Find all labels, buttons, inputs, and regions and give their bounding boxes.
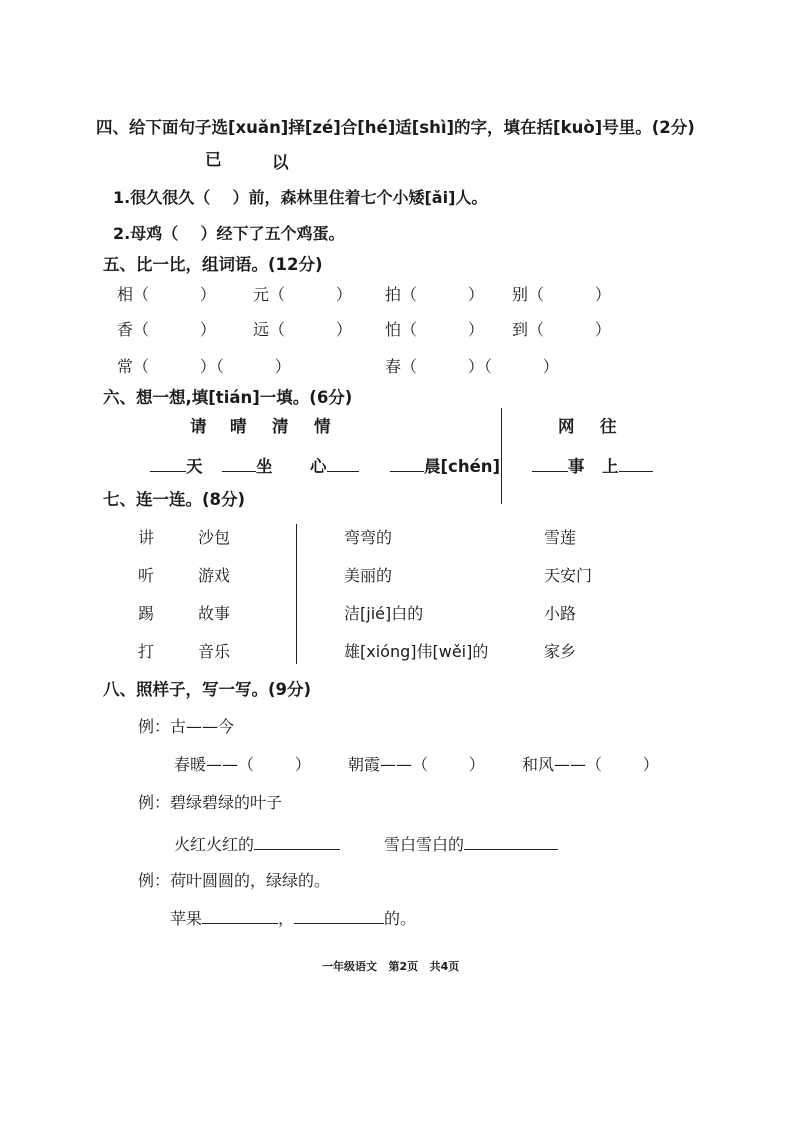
q8-ex1-item-2: 朝霞——（ ） <box>348 755 485 774</box>
q4-item-1: 1.很久很久（ ）前，森林里住着七个小矮[ǎi]人。 <box>113 188 488 207</box>
q8-example-2: 例：碧绿碧绿的叶子 <box>138 793 283 812</box>
q4-choice-1: 已 <box>205 150 222 169</box>
q7-place-4: 家乡 <box>544 642 577 661</box>
section-7-title: 七、连一连。(8分) <box>103 490 246 509</box>
q6-blank-zuo: 坐 <box>222 455 273 477</box>
q7-verb-1: 讲 <box>138 528 155 547</box>
q5-row1-4: 别（ ） <box>512 285 611 304</box>
q7-place-2: 天安门 <box>544 566 593 585</box>
q6-blank-shang: 上 <box>602 455 653 477</box>
q6-blank-shi: 事 <box>532 455 585 477</box>
page-footer: 一年级语文 第2页 共4页 <box>322 960 460 973</box>
q7-verb-2: 听 <box>138 566 155 585</box>
q5-row2-4: 到（ ） <box>512 320 611 339</box>
q8-ex2-item-2: 雪白雪白的 <box>384 833 558 855</box>
q5-row3-1: 常（ ）（ ） <box>117 357 291 376</box>
q7-verb-4: 打 <box>138 642 155 661</box>
q6-blank-xin: 心 <box>310 455 359 477</box>
q7-noun-3: 故事 <box>198 604 231 623</box>
q7-adj-3: 洁[jié]白的 <box>344 604 424 623</box>
section-6-title: 六、想一想,填[tián]一填。(6分) <box>103 388 353 407</box>
q5-row1-1: 相（ ） <box>117 285 216 304</box>
q6-blank-tian: 天 <box>150 455 203 477</box>
q8-ex1-item-1: 春暖——（ ） <box>174 755 311 774</box>
q7-place-3: 小路 <box>544 604 577 623</box>
q4-choice-2: 以 <box>272 153 289 172</box>
q7-verb-3: 踢 <box>138 604 155 623</box>
q7-adj-4: 雄[xióng]伟[wěi]的 <box>344 642 489 661</box>
section-5-title: 五、比一比，组词语。(12分) <box>103 255 323 274</box>
q5-row1-2: 元（ ） <box>253 285 352 304</box>
q5-row2-1: 香（ ） <box>117 320 216 339</box>
q6-choice-wang1: 网 <box>558 417 575 436</box>
q8-ex1-item-3: 和风——（ ） <box>522 755 659 774</box>
q7-place-1: 雪莲 <box>544 528 577 547</box>
q4-item-2: 2.母鸡（ ）经下了五个鸡蛋。 <box>113 224 345 243</box>
q7-noun-2: 游戏 <box>198 566 231 585</box>
q8-ex2-item-1: 火红火红的 <box>174 833 340 855</box>
q5-row3-2: 春（ ）（ ） <box>385 357 559 376</box>
section-4-title: 四、给下面句子选[xuǎn]择[zé]合[hé]适[shì]的字，填在括[kuò]号里。(2分) <box>96 118 695 137</box>
q8-example-3: 例：荷叶圆圆的，绿绿的。 <box>138 871 331 890</box>
q7-adj-2: 美丽的 <box>344 566 393 585</box>
q6-choice-qing3: 清 <box>272 417 289 436</box>
q6-divider <box>501 408 502 504</box>
q6-choice-qing2: 晴 <box>230 417 247 436</box>
q5-row1-3: 拍（ ） <box>385 285 484 304</box>
q5-row2-2: 远（ ） <box>253 320 352 339</box>
q7-adj-1: 弯弯的 <box>344 528 393 547</box>
q6-choice-qing4: 情 <box>314 417 331 436</box>
q7-noun-4: 音乐 <box>198 642 231 661</box>
q8-ex3-item: 苹果 ， 的。 <box>170 909 417 928</box>
q6-choice-qing1: 请 <box>190 417 207 436</box>
section-8-title: 八、照样子，写一写。(9分) <box>103 680 312 699</box>
q6-blank-chen: 晨[chén] <box>390 455 500 477</box>
q7-noun-1: 沙包 <box>198 528 231 547</box>
q5-row2-3: 怕（ ） <box>385 320 484 339</box>
q8-example-1: 例：古——今 <box>138 717 235 736</box>
q7-divider <box>296 524 297 664</box>
q6-choice-wang2: 往 <box>600 417 617 436</box>
